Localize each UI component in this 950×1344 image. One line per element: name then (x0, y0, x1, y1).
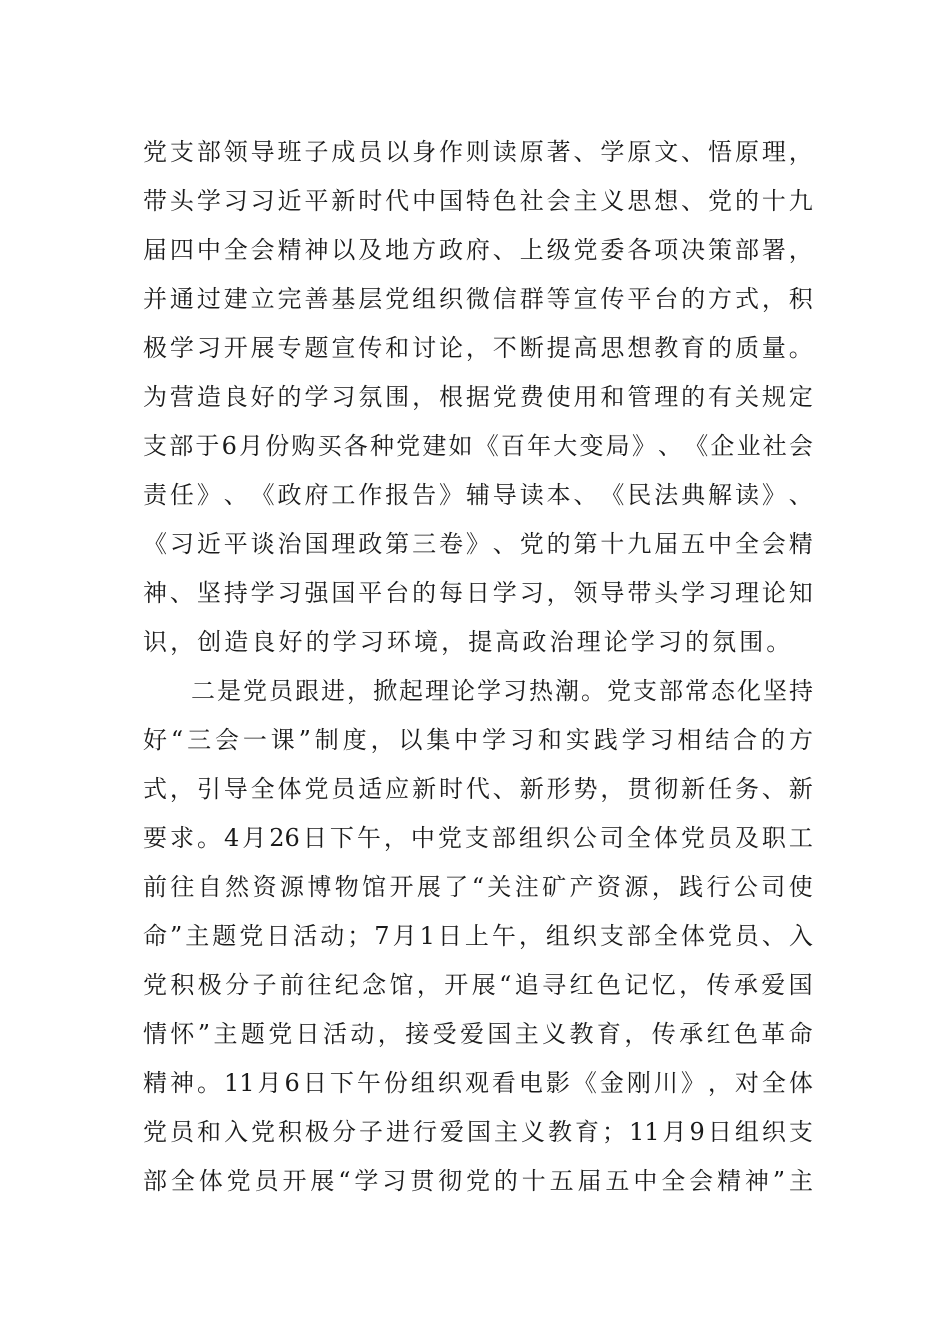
text-line: 前 往 自 然 资 源 博 物 馆 开 展 了 “ 关 注 矿 产 资 源 ， 践 行 公 司 使 (143, 873, 813, 901)
text-line: 党 员 和 入 党 积 极 分 子 进 行 爱 国 主 义 教 育 ； 11 月 9 日 组 织 支 (143, 1118, 813, 1146)
text-line: 部 全 体 党 员 开 展 “ 学 习 贯 彻 党 的 十 五 届 五 中 全 会 精 神 ” 主 (143, 1167, 813, 1195)
text-line: 责 任 》 、 《 政 府 工 作 报 告 》 辅 导 读 本 、 《 民 法 典 解 读 》 、 (143, 481, 813, 509)
text-line: 要 求 。 4 月 26 日 下 午 ， 中 党 支 部 组 织 公 司 全 体 党 员 及 职 工 (143, 824, 813, 852)
text-line: 识，创造良好的学习环境，提高政治理论学习的氛围。 (143, 628, 794, 656)
text-line: 式 ， 引 导 全 体 党 员 适 应 新 时 代 、 新 形 势 ， 贯 彻 新 任 务 、 新 (143, 775, 813, 803)
text-line: 《 习 近 平 谈 治 国 理 政 第 三 卷 》 、 党 的 第 十 九 届 五 中 全 会 精 (143, 530, 813, 558)
text-line: 精 神 。 11 月 6 日 下 午 份 组 织 观 看 电 影 《 金 刚 川 》 ， 对 全 体 (143, 1069, 813, 1097)
text-line: 情 怀 ” 主 题 党 日 活 动 ， 接 受 爱 国 主 义 教 育 ， 传 承 红 色 革 命 (143, 1020, 813, 1048)
text-line: 党 支 部 领 导 班 子 成 员 以 身 作 则 读 原 著 、 学 原 文 、 悟 原 理 ， (143, 138, 813, 166)
text-line: 好 “ 三 会 一 课 ” 制 度 ， 以 集 中 学 习 和 实 践 学 习 相 结 合 的 方 (143, 726, 813, 754)
text-line: 支 部 于 6 月 份 购 买 各 种 党 建 如 《 百 年 大 变 局 》 、 《 企 业 社 会 (143, 432, 813, 460)
text-line: 极 学 习 开 展 专 题 宣 传 和 讨 论 ， 不 断 提 高 思 想 教 育 的 质 量 。 (143, 334, 813, 362)
text-line: 带 头 学 习 习 近 平 新 时 代 中 国 特 色 社 会 主 义 思 想 、 党 的 十 九 (143, 187, 813, 215)
text-line: 并 通 过 建 立 完 善 基 层 党 组 织 微 信 群 等 宣 传 平 台 的 方 式 ， 积 (143, 285, 813, 313)
text-line: 神 、 坚 持 学 习 强 国 平 台 的 每 日 学 习 ， 领 导 带 头 学 习 理 论 知 (143, 579, 813, 607)
text-line: 命 ” 主 题 党 日 活 动 ； 7 月 1 日 上 午 ， 组 织 支 部 全 体 党 员 、 入 (143, 922, 813, 950)
body-text (143, 128, 813, 1206)
text-line: 党 积 极 分 子 前 往 纪 念 馆 ， 开 展 “ 追 寻 红 色 记 忆 ， 传 承 爱 国 (143, 971, 813, 999)
text-line: 二 是 党 员 跟 进 ， 掀 起 理 论 学 习 热 潮 。 党 支 部 常 态 化 坚 持 (191, 677, 813, 705)
text-line: 届 四 中 全 会 精 神 以 及 地 方 政 府 、 上 级 党 委 各 项 决 策 部 署 ， (143, 236, 813, 264)
text-line: 为 营 造 良 好 的 学 习 氛 围 ， 根 据 党 费 使 用 和 管 理 的 有 关 规 定 (143, 383, 813, 411)
